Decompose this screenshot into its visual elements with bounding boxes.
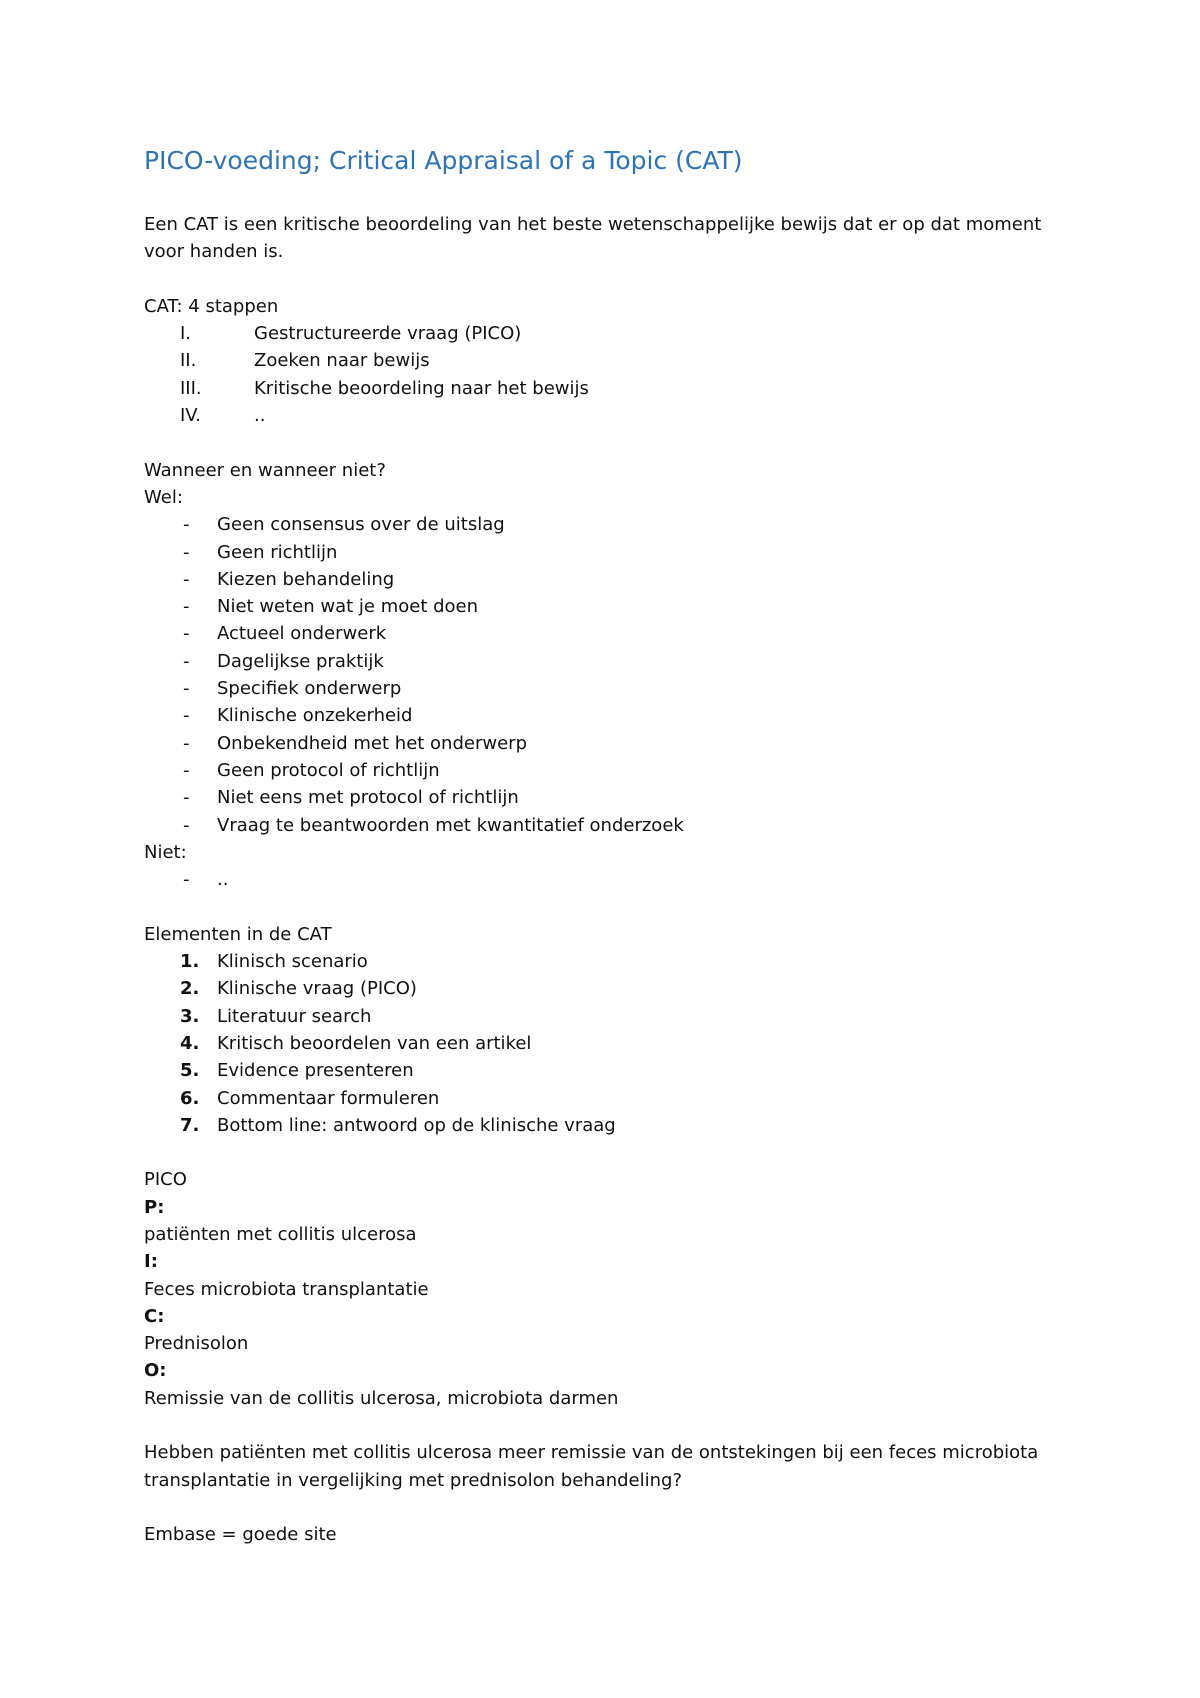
list-marker: I. (180, 323, 192, 345)
list-marker: II. (180, 350, 197, 372)
niet-list (144, 866, 1044, 893)
dash-marker: - (183, 596, 190, 618)
list-item-text: Klinische vraag (PICO) (217, 978, 417, 1000)
dash-marker: - (183, 514, 190, 536)
blank-line (144, 1494, 1044, 1521)
list-item-text: Kritische beoordeling naar het bewijs (254, 377, 589, 399)
dash-marker: - (183, 787, 190, 809)
list-item (144, 320, 1044, 347)
list-item (144, 347, 1044, 374)
dash-marker: - (183, 541, 190, 563)
list-item-text: Niet eens met protocol of richtlijn (217, 787, 519, 809)
list-item (144, 1003, 1044, 1030)
pico-o-value: Remissie van de collitis ulcerosa, microbiota darmen (144, 1387, 619, 1409)
list-item (144, 566, 1044, 593)
list-item (144, 1030, 1044, 1057)
dash-marker: - (183, 814, 190, 836)
dash-marker: - (183, 568, 190, 590)
list-marker: III. (180, 377, 202, 399)
list-item-text: Commentaar formuleren (217, 1087, 440, 1109)
list-item (144, 730, 1044, 757)
when-heading: Wanneer en wanneer niet? (144, 459, 386, 481)
elements-heading: Elementen in de CAT (144, 923, 332, 945)
list-item (144, 784, 1044, 811)
list-marker: 2. (180, 978, 200, 1000)
list-item-text: .. (217, 869, 229, 891)
list-item-text: Specifiek onderwerp (217, 678, 402, 700)
elements-list (144, 948, 1044, 1139)
pico-i-label: I: (144, 1251, 158, 1273)
list-item (144, 511, 1044, 538)
list-item-text: Bottom line: antwoord op de klinische vraag (217, 1114, 616, 1136)
list-item (144, 648, 1044, 675)
embase-note: Embase = goede site (144, 1524, 337, 1546)
document-title: PICO-voeding; Critical Appraisal of a Topic (CAT) (144, 146, 743, 175)
wel-label: Wel: (144, 486, 183, 508)
list-item (144, 948, 1044, 975)
dash-marker: - (183, 759, 190, 781)
list-marker: 1. (180, 951, 200, 973)
list-item (144, 975, 1044, 1002)
pico-p-value: patiënten met collitis ulcerosa (144, 1223, 417, 1245)
list-item-text: Kritisch beoordelen van een artikel (217, 1032, 532, 1054)
list-item (144, 1057, 1044, 1084)
blank-line (144, 266, 1044, 293)
list-marker: 3. (180, 1005, 200, 1027)
list-item-text: Niet weten wat je moet doen (217, 596, 479, 618)
document-body (144, 140, 1044, 1549)
list-item-text: Geen consensus over de uitslag (217, 514, 505, 536)
list-item (144, 593, 1044, 620)
list-marker: IV. (180, 405, 202, 427)
list-item-text: Klinisch scenario (217, 951, 368, 973)
list-item-text: Literatuur search (217, 1005, 372, 1027)
list-marker: 7. (180, 1114, 200, 1136)
list-item-text: Vraag te beantwoorden met kwantitatief onderzoek (217, 814, 684, 836)
list-item-text: Evidence presenteren (217, 1060, 414, 1082)
list-item-text: Actueel onderwerk (217, 623, 387, 645)
research-question: Hebben patiënten met collitis ulcerosa meer remissie van de ontstekingen bij een feces microbiota transplantatie in vergelijking met prednisolon behandeling? (144, 1442, 1039, 1491)
list-item (144, 812, 1044, 839)
list-item (144, 702, 1044, 729)
list-item-text: Dagelijkse praktijk (217, 650, 384, 672)
list-item (144, 539, 1044, 566)
steps-heading: CAT: 4 stappen (144, 295, 279, 317)
dash-marker: - (183, 650, 190, 672)
dash-marker: - (183, 705, 190, 727)
pico-o-label: O: (144, 1360, 167, 1382)
pico-c-label: C: (144, 1305, 165, 1327)
dash-marker: - (183, 732, 190, 754)
list-marker: 4. (180, 1032, 200, 1054)
list-item-text: .. (254, 405, 266, 427)
list-item (144, 757, 1044, 784)
niet-label: Niet: (144, 841, 187, 863)
list-item-text: Gestructureerde vraag (PICO) (254, 323, 522, 345)
list-item (144, 866, 1044, 893)
pico-i-value: Feces microbiota transplantatie (144, 1278, 429, 1300)
list-item-text: Zoeken naar bewijs (254, 350, 430, 372)
list-item (144, 1112, 1044, 1139)
list-item-text: Geen protocol of richtlijn (217, 759, 440, 781)
pico-heading: PICO (144, 1169, 187, 1191)
steps-list (144, 320, 1044, 429)
intro-paragraph: Een CAT is een kritische beoordeling van het beste wetenschappelijke bewijs dat er op dat moment voor handen is. (144, 214, 1042, 263)
list-marker: 5. (180, 1060, 200, 1082)
dash-marker: - (183, 678, 190, 700)
blank-line (144, 429, 1044, 456)
blank-line (144, 1412, 1044, 1439)
list-item-text: Onbekendheid met het onderwerp (217, 732, 527, 754)
list-item (144, 675, 1044, 702)
list-marker: 6. (180, 1087, 200, 1109)
pico-p-label: P: (144, 1196, 165, 1218)
list-item (144, 375, 1044, 402)
dash-marker: - (183, 869, 190, 891)
pico-c-value: Prednisolon (144, 1333, 249, 1355)
dash-marker: - (183, 623, 190, 645)
blank-line (144, 893, 1044, 920)
list-item-text: Geen richtlijn (217, 541, 338, 563)
list-item (144, 402, 1044, 429)
list-item (144, 1085, 1044, 1112)
list-item-text: Klinische onzekerheid (217, 705, 413, 727)
blank-line (144, 1139, 1044, 1166)
list-item (144, 620, 1044, 647)
list-item-text: Kiezen behandeling (217, 568, 395, 590)
wel-list (144, 511, 1044, 839)
